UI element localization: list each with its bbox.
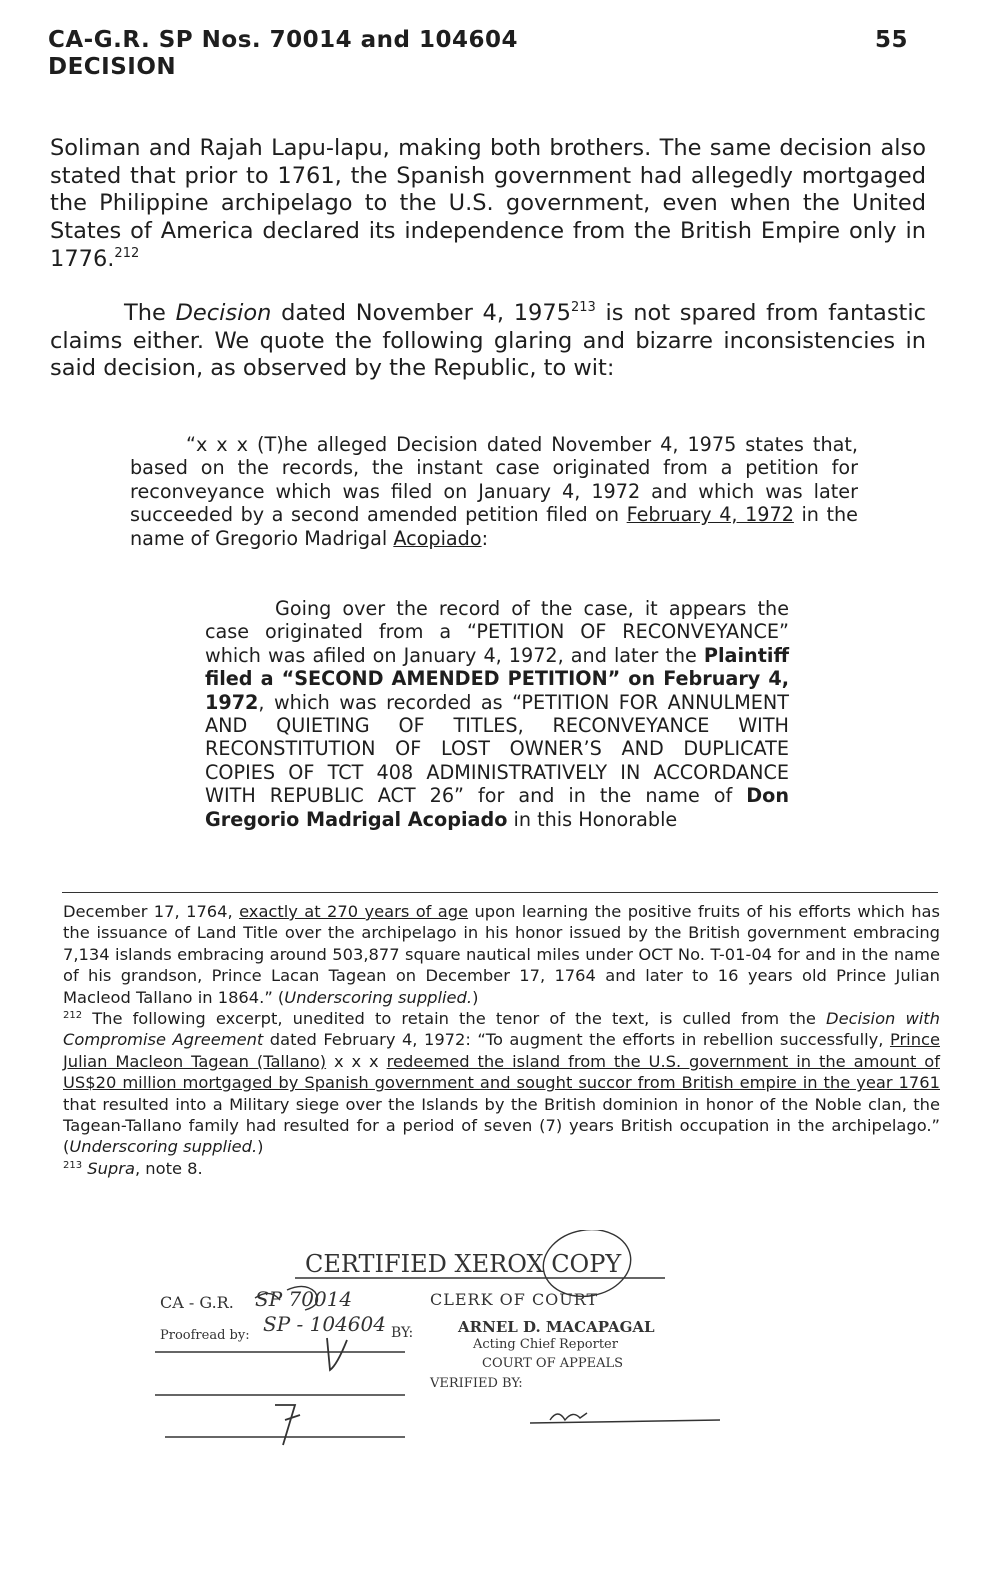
footnote-212: $^{212}$ The following excerpt, unedited to retain the tenor of the text, is culled from the Decision with Compromise Agreement dated February 4, 1972: “To augment the efforts in rebellion successfully, Prince Julian Macleon Tagean (Tallano) x x x redeemed the island from the U.S. government in the amount of US$20 million mortgaged by Spanish government and sought succor from British empire in the year 1761 that resulted into a Military siege over the Islands by the British dominion in honor of the Noble clan, the Tagean-Tallano family had resulted for a period of seven (7) years British occupation in the archipelago.” (Underscoring supplied.) — [63, 1009, 940, 1157]
block-quote-2: Going over the record of the case, it appears the case originated from a “PETITION OF RECONVEYANCE” which was afiled on January 4, 1972, and later the Plaintiff filed a “SECOND AMENDED PETITION” on February 4, 1972, which was recorded as “PETITION FOR ANNULMENT AND QUIETING OF TITLES, RECONVEYANCE WITH RECONSTITUTION OF LOST OWNER’S AND DUPLICATE COPIES OF TCT 408 ADMINISTRATIVELY IN ACCORDANCE WITH REPUBLIC ACT 26” for and in the name of Don Gregorio Madrigal Acopiado in this Honorable — [205, 597, 789, 831]
stamp-verified-label: VERIFIED BY: — [430, 1376, 523, 1391]
stamp-case-sp1: SP 70014 — [255, 1287, 353, 1311]
page-number: 55 — [875, 27, 909, 53]
stamp-reporter-role: Acting Chief Reporter — [473, 1337, 618, 1352]
document-type-header: DECISION — [48, 54, 177, 80]
body-paragraph-1: Soliman and Rajah Lapu-lapu, making both brothers. The same decision also stated that prior to 1761, the Spanish government had allegedly mortgaged the Philippine archipelago to the U.S. government, even when the United States of America declared its independence from the British Empire only in 1776.$^{212}$ — [50, 135, 926, 272]
stamp-proofread-label: Proofread by: — [160, 1328, 250, 1343]
stamp-court: COURT OF APPEALS — [482, 1356, 624, 1371]
stamp-title: CERTIFIED XEROX COPY — [305, 1250, 622, 1278]
stamp-clerk-of-court: CLERK OF COURT — [430, 1290, 599, 1309]
footnote-ref-213: 213 — [571, 300, 596, 315]
footnote-divider — [62, 892, 938, 893]
body-paragraph-2: The Decision dated November 4, 1975$^{213}$ is not spared from fantastic claims either. We quote the following glaring and bizarre inconsistencies in said decision, as observed by the Republic, to wit: — [50, 300, 926, 382]
stamp-by-label: BY: — [391, 1325, 414, 1341]
stamp-case-sp2: SP - 104604 — [263, 1312, 386, 1336]
footnotes — [63, 901, 940, 1179]
footnote-ref-212: 212 — [114, 245, 140, 261]
footnote-213: $^{213}$ Supra, note 8. — [63, 1158, 203, 1178]
stamp-reporter-name: ARNEL D. MACAPAGAL — [458, 1318, 655, 1336]
certification-stamp — [155, 1230, 735, 1460]
footnote-continuation: December 17, 1764, exactly at 270 years of age upon learning the positive fruits of his efforts which has the issuance of Land Title over the archipelago in his honor issued by the British government embracing 7,134 islands embracing around 503,877 square nautical miles under OCT No. T-01-04 for and in the name of his grandson, Prince Lacan Tagean on December 17, 1764 and later to 16 years old Prince Julian Macleod Tallano in 1864.” (Underscoring supplied.) — [63, 902, 940, 1007]
case-number-header: CA-G.R. SP Nos. 70014 and 104604 — [48, 27, 519, 53]
block-quote-1: “x x x (T)he alleged Decision dated November 4, 1975 states that, based on the records, the instant case originated from a petition for reconveyance which was filed on January 4, 1972 and which was later succeeded by a second amended petition filed on February 4, 1972 in the name of Gregorio Madrigal Acopiado: — [130, 433, 858, 550]
stamp-ca-gr-label: CA - G.R. — [160, 1293, 234, 1312]
